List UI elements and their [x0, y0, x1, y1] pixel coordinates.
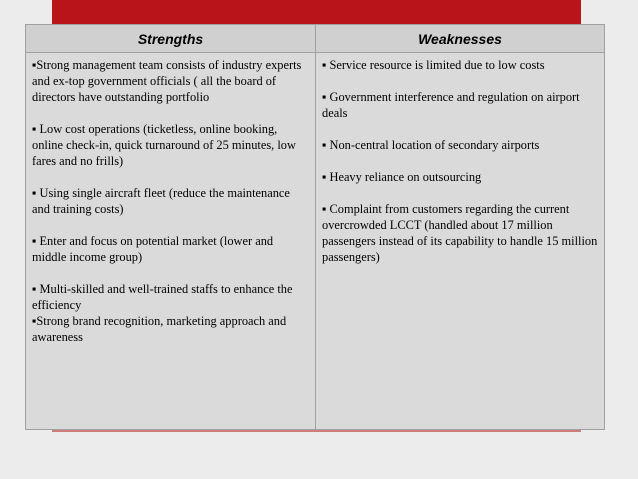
header-accent-bar — [52, 0, 581, 24]
weaknesses-header: Weaknesses — [316, 25, 605, 53]
weaknesses-cell — [316, 53, 605, 430]
weakness-item: ▪ Government interference and regulation on airport deals — [322, 90, 580, 120]
swot-table — [25, 24, 605, 430]
strength-item: ▪ Multi-skilled and well-trained staffs to enhance the efficiency — [32, 282, 293, 312]
strength-item: ▪Strong management team consists of industry experts and ex-top government officials ( all the board of directors have outstanding portfolio — [32, 58, 302, 104]
strengths-header: Strengths — [26, 25, 316, 53]
strength-item: ▪ Enter and focus on potential market (lower and middle income group) — [32, 234, 274, 264]
strength-item: ▪ Low cost operations (ticketless, online booking, online check-in, quick turnaround of 25 minutes, low fares and no frills) — [32, 122, 296, 168]
weakness-item: ▪ Service resource is limited due to low costs — [322, 58, 545, 72]
table-header-row — [26, 25, 605, 53]
footer-divider-line — [52, 430, 581, 432]
strength-item: ▪ Using single aircraft fleet (reduce the maintenance and training costs) — [32, 186, 290, 216]
table-row — [26, 53, 605, 430]
weakness-item: ▪ Non-central location of secondary airports — [322, 138, 540, 152]
weakness-item: ▪ Complaint from customers regarding the current overcrowded LCCT (handled about 17 million passengers instead of its capability to handle 15 million passengers) — [322, 202, 598, 264]
weakness-item: ▪ Heavy reliance on outsourcing — [322, 170, 482, 184]
strength-item: ▪Strong brand recognition, marketing approach and awareness — [32, 314, 287, 344]
strengths-cell — [26, 53, 316, 430]
